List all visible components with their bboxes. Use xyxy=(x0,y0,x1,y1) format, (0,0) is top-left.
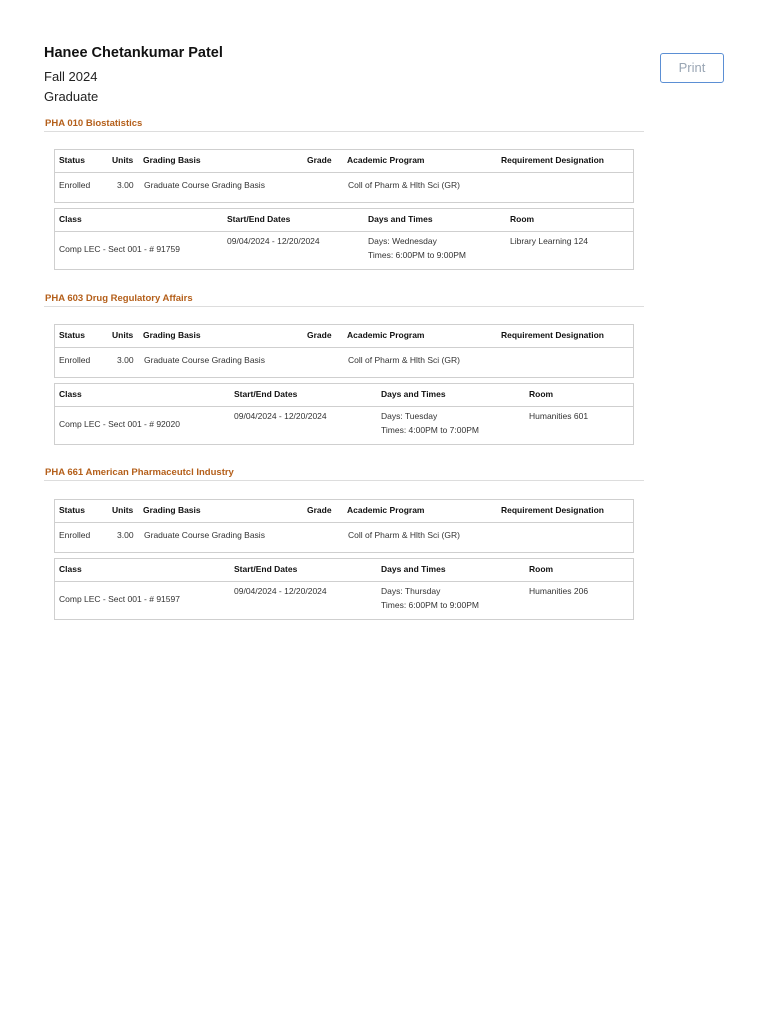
student-name: Hanee Chetankumar Patel xyxy=(44,45,223,61)
course-section xyxy=(44,117,644,260)
room-value: Humanities 601 xyxy=(529,411,589,421)
header-requirement-designation: Requirement Designation xyxy=(501,155,604,165)
room-value: Humanities 206 xyxy=(529,586,589,596)
table-row xyxy=(55,173,633,202)
table-row xyxy=(55,348,633,377)
header-academic-program: Academic Program xyxy=(347,155,425,165)
header-status: Status xyxy=(59,505,85,515)
times-value: Times: 6:00PM to 9:00PM xyxy=(381,600,479,610)
class-header-row xyxy=(55,559,633,582)
class-table xyxy=(54,383,634,445)
enrollment-table xyxy=(54,149,634,203)
header-grade: Grade xyxy=(307,505,332,515)
course-title: PHA 603 Drug Regulatory Affairs xyxy=(44,292,644,307)
header-grade: Grade xyxy=(307,330,332,340)
print-button[interactable]: Print xyxy=(660,53,724,83)
status-value: Enrolled xyxy=(59,530,91,540)
grading-basis-value: Graduate Course Grading Basis xyxy=(144,530,265,540)
days-times-value xyxy=(381,411,479,435)
days-times-value xyxy=(381,586,479,610)
times-value: Times: 6:00PM to 9:00PM xyxy=(368,250,466,260)
header-dates: Start/End Dates xyxy=(227,214,291,224)
header-dates: Start/End Dates xyxy=(234,389,298,399)
times-value: Times: 4:00PM to 7:00PM xyxy=(381,425,479,435)
status-value: Enrolled xyxy=(59,355,91,365)
enrollment-header-row xyxy=(55,500,633,523)
header-room: Room xyxy=(529,389,554,399)
enrollment-header-row xyxy=(55,150,633,173)
header-grading-basis: Grading Basis xyxy=(143,155,201,165)
header-units: Units xyxy=(112,155,134,165)
course-section xyxy=(44,292,644,435)
days-value: Days: Wednesday xyxy=(368,236,437,246)
term-label: Fall 2024 xyxy=(44,69,98,84)
table-row xyxy=(55,232,633,269)
class-header-row xyxy=(55,209,633,232)
header-days-times: Days and Times xyxy=(368,214,433,224)
units-value: 3.00 xyxy=(117,530,134,540)
header-class: Class xyxy=(59,214,82,224)
header-room: Room xyxy=(529,564,554,574)
header-class: Class xyxy=(59,389,82,399)
header-class: Class xyxy=(59,564,82,574)
days-times-value xyxy=(368,236,466,260)
enrollment-table xyxy=(54,499,634,553)
units-value: 3.00 xyxy=(117,180,134,190)
enrollment-table xyxy=(54,324,634,378)
header-academic-program: Academic Program xyxy=(347,330,425,340)
dates-value: 09/04/2024 - 12/20/2024 xyxy=(227,236,320,246)
class-value: Comp LEC - Sect 001 - # 91597 xyxy=(59,594,180,604)
table-row xyxy=(55,523,633,552)
units-value: 3.00 xyxy=(117,355,134,365)
course-title: PHA 661 American Pharmaceutcl Industry xyxy=(44,466,644,481)
career-label: Graduate xyxy=(44,89,99,104)
dates-value: 09/04/2024 - 12/20/2024 xyxy=(234,586,327,596)
academic-program-value: Coll of Pharm & Hlth Sci (GR) xyxy=(348,180,460,190)
room-value: Library Learning 124 xyxy=(510,236,588,246)
header-units: Units xyxy=(112,330,134,340)
header-days-times: Days and Times xyxy=(381,564,446,574)
dates-value: 09/04/2024 - 12/20/2024 xyxy=(234,411,327,421)
table-row xyxy=(55,582,633,619)
days-value: Days: Thursday xyxy=(381,586,441,596)
class-table xyxy=(54,558,634,620)
class-value: Comp LEC - Sect 001 - # 91759 xyxy=(59,244,180,254)
header-academic-program: Academic Program xyxy=(347,505,425,515)
header-grading-basis: Grading Basis xyxy=(143,505,201,515)
academic-program-value: Coll of Pharm & Hlth Sci (GR) xyxy=(348,530,460,540)
header-status: Status xyxy=(59,330,85,340)
course-title: PHA 010 Biostatistics xyxy=(44,117,644,132)
class-header-row xyxy=(55,384,633,407)
header-dates: Start/End Dates xyxy=(234,564,298,574)
header-status: Status xyxy=(59,155,85,165)
status-value: Enrolled xyxy=(59,180,91,190)
header-requirement-designation: Requirement Designation xyxy=(501,330,604,340)
header-grade: Grade xyxy=(307,155,332,165)
days-value: Days: Tuesday xyxy=(381,411,438,421)
class-value: Comp LEC - Sect 001 - # 92020 xyxy=(59,419,180,429)
grading-basis-value: Graduate Course Grading Basis xyxy=(144,180,265,190)
course-section xyxy=(44,466,644,610)
enrollment-header-row xyxy=(55,325,633,348)
class-table xyxy=(54,208,634,270)
grading-basis-value: Graduate Course Grading Basis xyxy=(144,355,265,365)
table-row xyxy=(55,407,633,444)
header-units: Units xyxy=(112,505,134,515)
header-grading-basis: Grading Basis xyxy=(143,330,201,340)
academic-program-value: Coll of Pharm & Hlth Sci (GR) xyxy=(348,355,460,365)
header-room: Room xyxy=(510,214,535,224)
header-requirement-designation: Requirement Designation xyxy=(501,505,604,515)
header-days-times: Days and Times xyxy=(381,389,446,399)
